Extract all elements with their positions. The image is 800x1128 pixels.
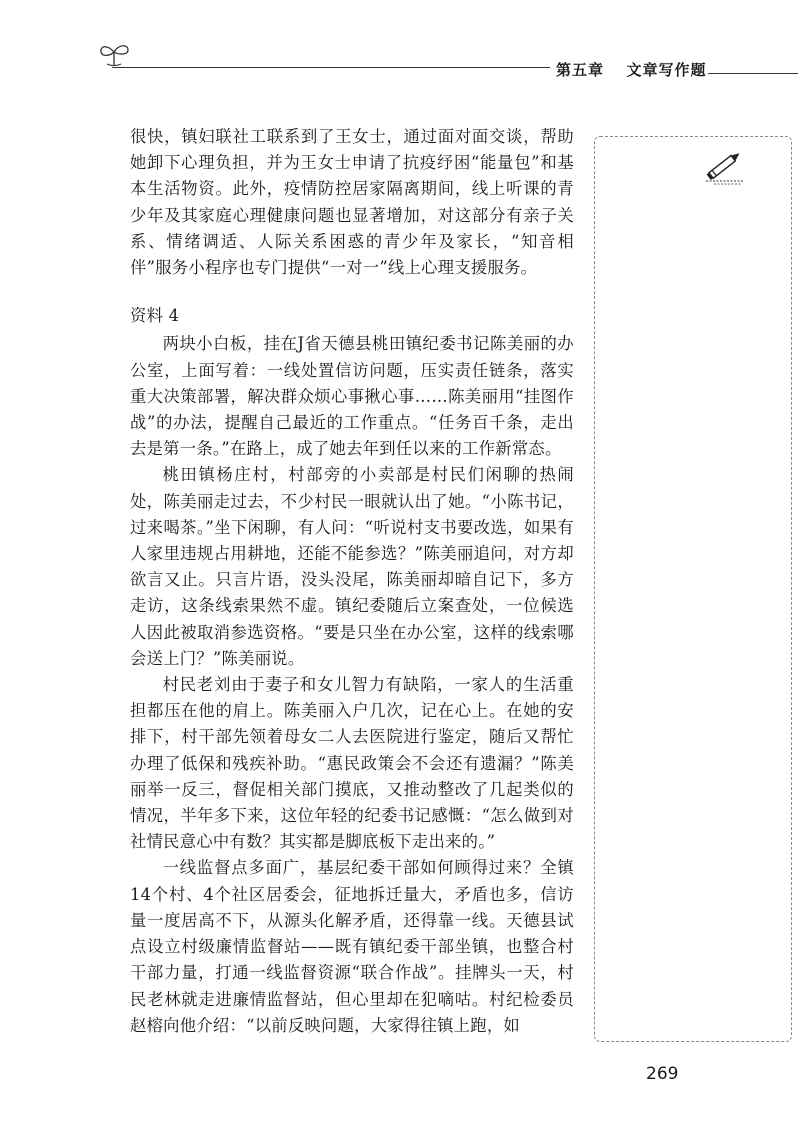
paragraph: 村民老刘由于妻子和女儿智力有缺陷，一家人的生活重担都压在他的肩上。陈美丽入户几次，记在心上。在她的安排下，村干部先领着母女二人去医院进行鉴定，随后又帮忙办理了低保和残疾补助。“惠民政策会不会还有遗漏？”陈美丽举一反三，督促相关部门摸底，又推动整改了几起类似的情况，半年多下来，这位年轻的纪委书记感慨：“怎么做到对社情民意心中有数？其实都是脚底板下走出来的。” — [130, 675, 574, 852]
page-number: 269 — [646, 1064, 679, 1084]
paragraph: 桃田镇杨庄村，村部旁的小卖部是村民们闲聊的热闹处，陈美丽走过去，不少村民一眼就认出了她。“小陈书记，过来喝茶。”坐下闲聊，有人问：“听说村支书要改选，如果有人家里违规占用耕地，还能不能参选？”陈美丽追问，对方却欲言又止。只言片语，没头没尾，陈美丽却暗自记下，多方走访，这条线索果然不虚。镇纪委随后立案查处，一位候选人因此被取消参选资格。“要是只坐在办公室，这样的线索哪会送上门？”陈美丽说。 — [130, 465, 574, 668]
pencil-icon — [700, 148, 748, 188]
sprout-icon — [97, 38, 133, 68]
section-heading: 资料 4 — [130, 306, 180, 326]
notes-margin-box — [594, 136, 792, 1042]
chapter-title: 文章写作题 — [626, 61, 707, 79]
chapter-header — [556, 59, 707, 80]
header-rule-left — [112, 67, 550, 68]
chapter-number: 第五章 — [556, 61, 605, 79]
paragraph: 两块小白板，挂在J省天德县桃田镇纪委书记陈美丽的办公室，上面写着：一线处置信访问题，压实责任链条，落实重大决策部署，解决群众烦心事揪心事……陈美丽用“挂图作战”的办法，提醒自己最近的工作重点。“任务百千条，走出去是第一条。”在路上，成了她去年到任以来的工作新常态。 — [130, 334, 574, 459]
header-rule-right — [708, 73, 798, 74]
paragraph: 很快，镇妇联社工联系到了王女士，通过面对面交谈，帮助她卸下心理负担，并为王女士申请了抗疫纾困“能量包”和基本生活物资。此外，疫情防控居家隔离期间，线上听课的青少年及其家庭心理健康问题也显著增加，对这部分有亲子关系、情绪调适、人际关系困惑的青少年及家长，“知音相伴”服务小程序也专门提供“一对一”线上心理支援服务。 — [130, 127, 574, 278]
paragraph: 一线监督点多面广，基层纪委干部如何顾得过来？全镇14个村、4个社区居委会，征地拆迁量大，矛盾也多，信访量一度居高不下，从源头化解矛盾，还得靠一线。天德县试点设立村级廉情监督站——既有镇纪委干部坐镇，也整合村干部力量，打通一线监督资源“联合作战”。挂牌头一天，村民老林就走进廉情监督站，但心里却在犯嘀咕。村纪检委员赵榕向他介绍：“以前反映问题，大家得往镇上跑，如 — [130, 858, 574, 1035]
article-body — [130, 124, 574, 1039]
